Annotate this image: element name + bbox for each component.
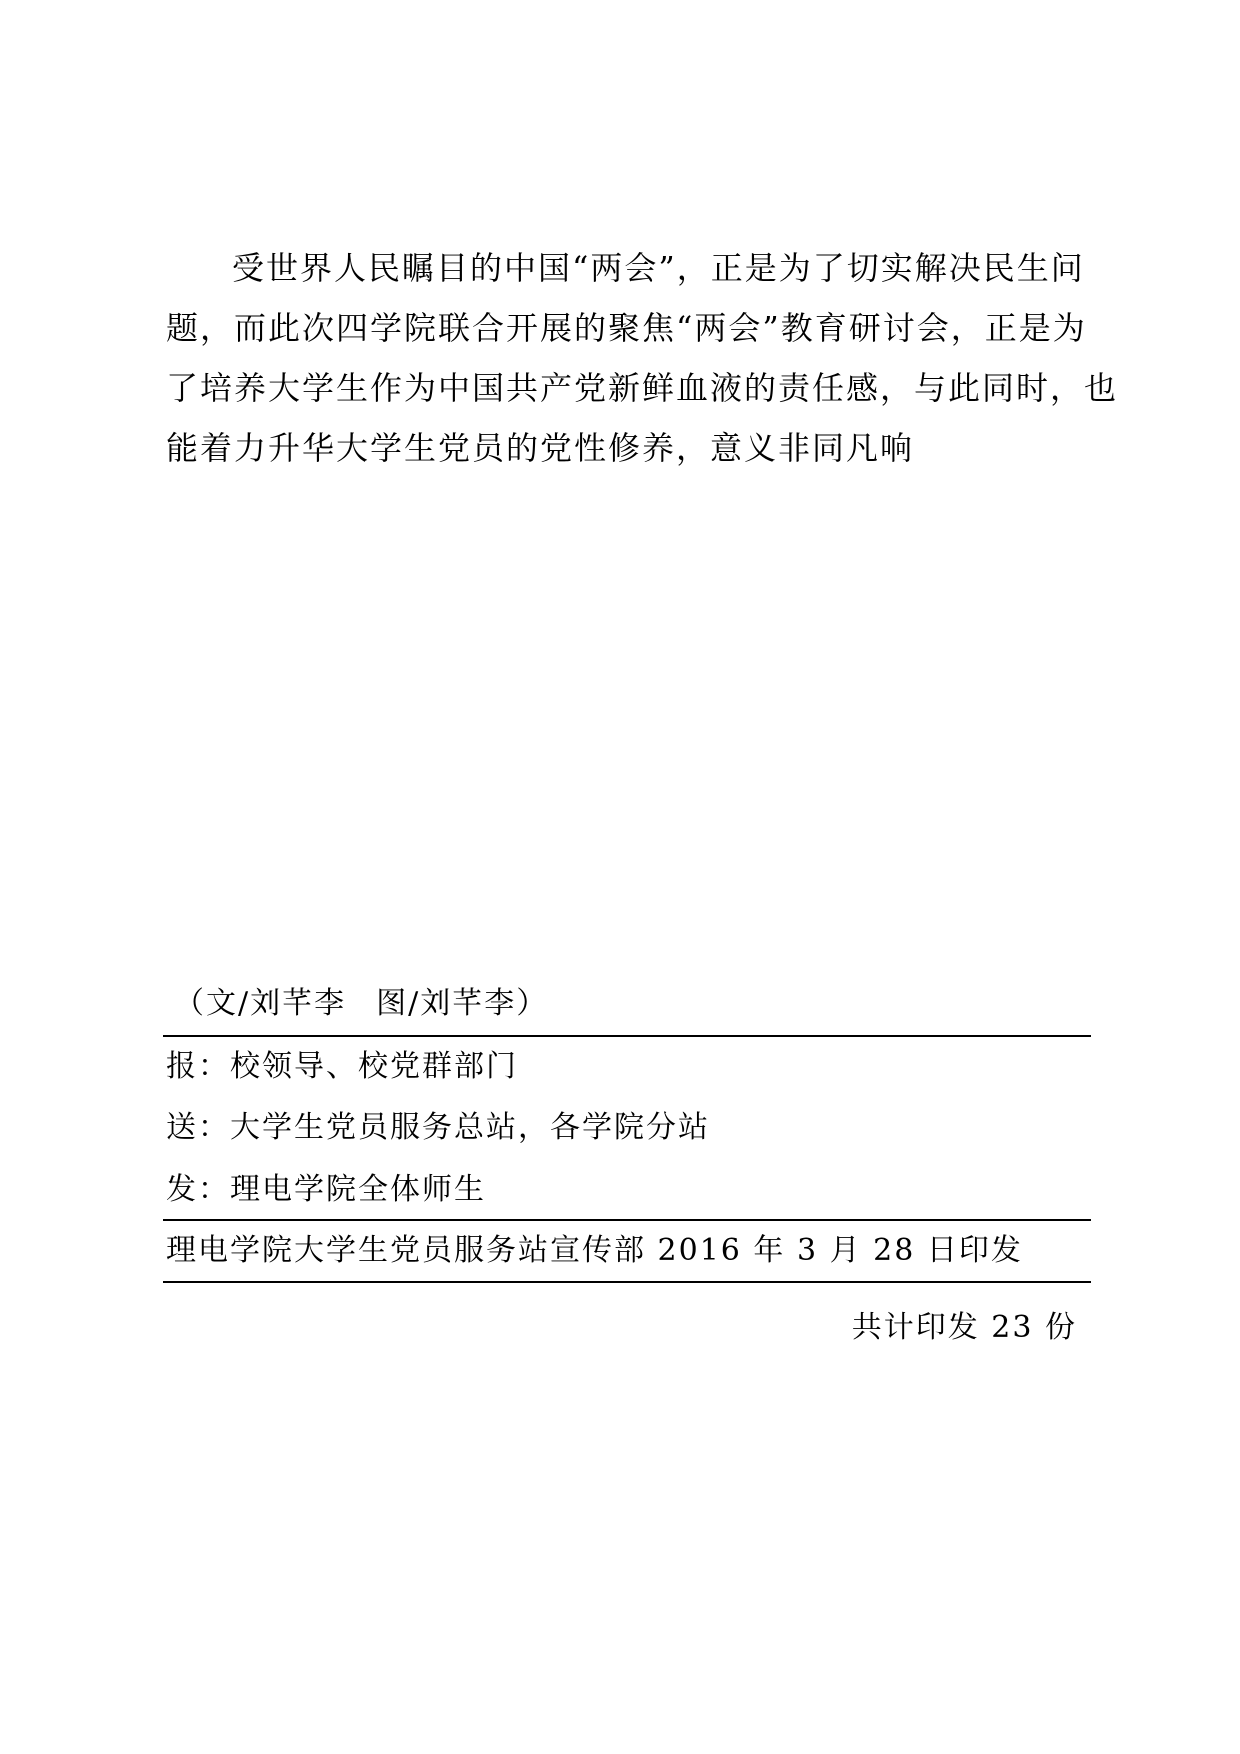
article-line-3: 了培养大学生作为中国共产党新鲜血液的责任感，与此同时，也 [166, 369, 1119, 407]
copies-count: 共计印发 23 份 [851, 1310, 1077, 1345]
send-value: 大学生党员服务总站，各学院分站 [230, 1110, 710, 1145]
credit-text-author: 文/刘芊李 [206, 986, 347, 1021]
issue-value: 理电学院全体师生 [230, 1172, 486, 1207]
article-paragraph [166, 238, 1119, 478]
report-prefix: 报： [166, 1049, 230, 1084]
credit-photo-author: 图/刘芊李 [376, 986, 517, 1021]
distribution-issue-row [166, 1170, 486, 1210]
divider-middle [163, 1219, 1091, 1221]
distribution-send-row [166, 1108, 710, 1148]
report-value: 校领导、校党群部门 [230, 1049, 518, 1084]
distribution-report-row [166, 1047, 518, 1087]
send-prefix: 送： [166, 1110, 230, 1145]
credit-close-paren: ） [516, 986, 549, 1021]
credit-open-paren: （ [174, 986, 206, 1021]
author-credit [174, 984, 548, 1024]
article-line-2: 题，而此次四学院联合开展的聚焦“两会”教育研讨会，正是为 [166, 309, 1087, 347]
issue-prefix: 发： [166, 1172, 230, 1207]
divider-top [163, 1035, 1091, 1037]
article-line-4: 能着力升华大学生党员的党性修养，意义非同凡响 [166, 429, 915, 467]
issuer-line: 理电学院大学生党员服务站宣传部 2016 年 3 月 28 日印发 [166, 1233, 1023, 1268]
divider-bottom [163, 1281, 1091, 1283]
article-line-1: 受世界人民瞩目的中国“两会”，正是为了切实解决民生问 [232, 249, 1085, 287]
